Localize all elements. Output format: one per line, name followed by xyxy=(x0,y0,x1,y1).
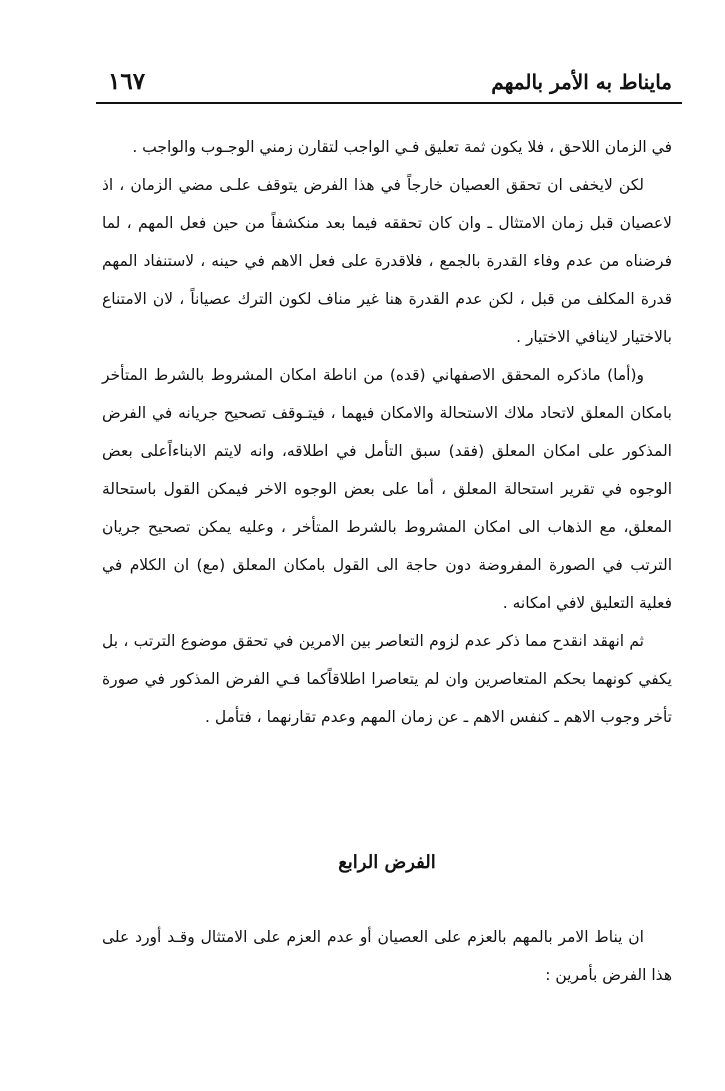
page-number: ١٦٧ xyxy=(108,68,146,95)
paragraph: ان يناط الامر بالمهم بالعزم على العصيان أو عدم العزم على الامتثال وقـد أورد على هذا الفرض بأمرين : xyxy=(102,928,672,984)
section-heading: الفرض الرابع xyxy=(338,852,436,873)
page-header xyxy=(96,62,672,102)
running-title: ماينا‌ط به الأمر بالمهم xyxy=(491,70,672,94)
paragraph: في الزمان اللاحق ، فلا يكون ثمة تعليق فـي الواجب لتقارن زمني الوجـوب والواجب . xyxy=(132,138,672,156)
paragraph: لكن لايخفى ان تحقق العصيان خارجاً في هذا الفرض يتوقف علـى مضي الزمان ، اذ لاعصيان قبل زمان الامتثال ـ وان كان تحققه فيما بعد منكشفاً من حين فعل المهم ، لما فرضناه من عدم وفاء القدرة بالجمع ، فلاقدرة على فعل الاهم في حينه ، لاستنفاد المهم قدرة المكلف من قبل ، لكن عدم القدرة هنا غير مناف لكون الترك عصياناً ، لان الامتناع بالاختيار لاينافي الاختيار . xyxy=(102,176,672,346)
section-text xyxy=(102,918,672,994)
header-divider xyxy=(96,102,682,104)
main-text xyxy=(102,128,672,736)
paragraph: ثم انهقد انقدح مما ذكر عدم لزوم التعاصر بين الامرين في تحقق موضوع الترتب ، بل يكفي كونهما بحكم المتعاصرين وان لم يتعاصرا اطلاقاًكما فـي الفرض المذكور في صورة تأخر وجوب الاهم ـ كنفس الاهم ـ عن زمان المهم وعدم تقارنهما ، فتأمل . xyxy=(102,632,672,726)
paragraph: و(أما) ماذكره المحقق الاصفهاني (قده) من اناطة امكان المشروط بالشرط المتأخر بامكان المعلق لاتحاد ملاك الاستحالة والامكان فيهما ، فيتـوقف تصحيح جريانه في الفرض المذكور على امكان المعلق (فقد) سبق التأمل في اطلاقه، وانه لايتم الابناءاًعلى بعض الوجوه في تقرير استحالة المعلق ، أما على بعض الوجوه الاخر فيمكن القول باستحالة المعلق، مع الذهاب الى امكان المشروط بالشرط المتأخر ، وعليه يمكن تصحيح جريان الترتب في الصورة المفروضة دون حاجة الى القول بامكان المعلق (مع) ان الكلام في فعلية التعليق لافي امكانه . xyxy=(102,366,672,612)
